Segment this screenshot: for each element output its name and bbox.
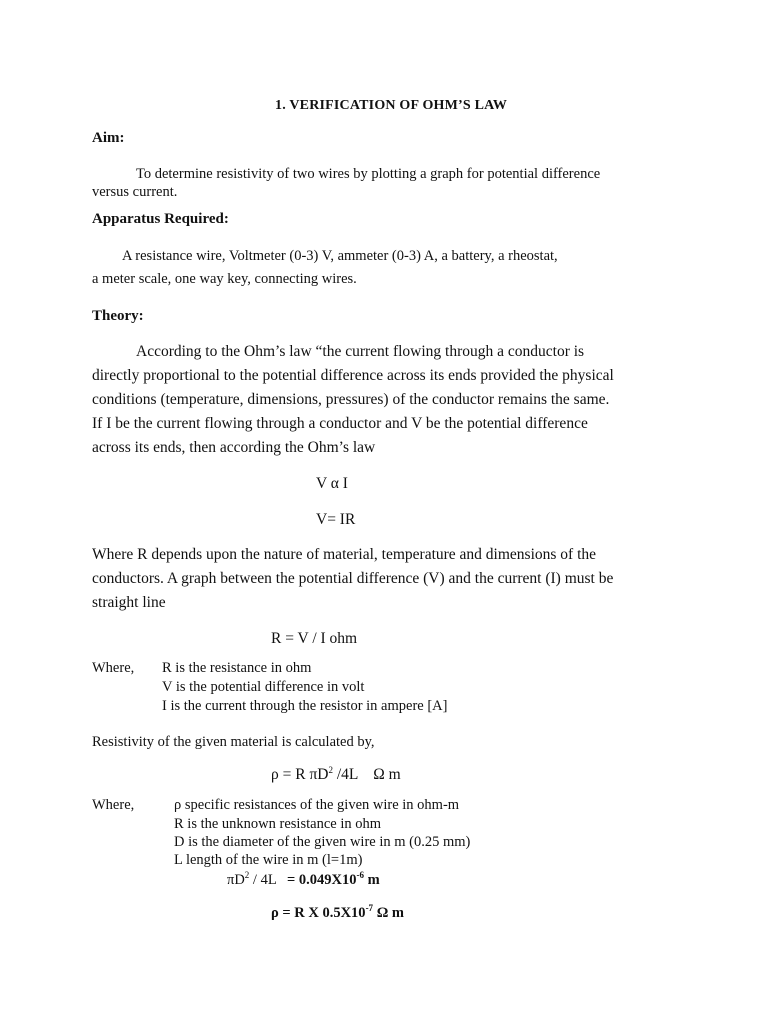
aim-heading: Aim: — [92, 130, 125, 146]
where-item-voltage: V is the potential difference in volt — [162, 679, 365, 695]
resistivity-intro: Resistivity of the given material is calculated by, — [92, 734, 375, 750]
page-title: 1. VERIFICATION OF OHM’S LAW — [275, 98, 508, 113]
theory-heading: Theory: — [92, 308, 144, 324]
equation-resistivity: ρ = R $\pi D^2$ /4L Ω m — [271, 764, 401, 783]
where-label-2: Where, — [92, 797, 135, 813]
aim-text-line-2: versus current. — [92, 184, 178, 200]
equation-final-resistivity: ρ = R X $0.5X10^{-7}$ Ω m — [271, 903, 405, 921]
theory-para-line-2: directly proportional to the potential difference across its ends provided the physical — [92, 367, 614, 384]
theory-para-line-5: across its ends, then according the Ohm’s law — [92, 439, 376, 456]
theory-para2-line-2: conductors. A graph between the potential difference (V) and the current (I) must be — [92, 570, 614, 587]
theory-para-line-4: If I be the current flowing through a conductor and V be the potential difference — [92, 415, 588, 432]
where2-item-rho: ρ specific resistances of the given wire in ohm-m — [174, 797, 460, 813]
theory-para-line-1: According to the Ohm’s law “the current flowing through a conductor is — [136, 343, 585, 360]
apparatus-text-line-1: A resistance wire, Voltmeter (0-3) V, ammeter (0-3) A, a battery, a rheostat, — [122, 248, 558, 264]
equation-resistance: R = V / I ohm — [271, 630, 358, 647]
where-item-current: I is the current through the resistor in ampere [A] — [162, 698, 448, 714]
where2-item-length: L length of the wire in m (l=1m) — [174, 852, 363, 868]
apparatus-text-line-2: a meter scale, one way key, connecting wires. — [92, 271, 357, 287]
apparatus-heading: Apparatus Required: — [92, 211, 229, 227]
aim-text-line-1: To determine resistivity of two wires by plotting a graph for potential difference — [136, 166, 601, 182]
where2-item-diameter: D is the diameter of the given wire in m (0.25 mm) — [174, 834, 471, 850]
equation-proportionality: V α I — [316, 475, 348, 492]
theory-para2-line-3: straight line — [92, 594, 166, 611]
theory-para2-line-1: Where R depends upon the nature of material, temperature and dimensions of the — [92, 546, 597, 563]
equation-area-factor: $\pi D^2 / 4L = 0.049X10^{-6}$ m — [227, 870, 380, 888]
equation-ohms-law: V= IR — [316, 511, 356, 528]
where-item-resistance: R is the resistance in ohm — [162, 660, 312, 676]
theory-para-line-3: conditions (temperature, dimensions, pressures) of the conductor remains the same. — [92, 391, 610, 408]
where2-item-resistance: R is the unknown resistance in ohm — [174, 816, 382, 832]
where-label-1: Where, — [92, 660, 135, 676]
